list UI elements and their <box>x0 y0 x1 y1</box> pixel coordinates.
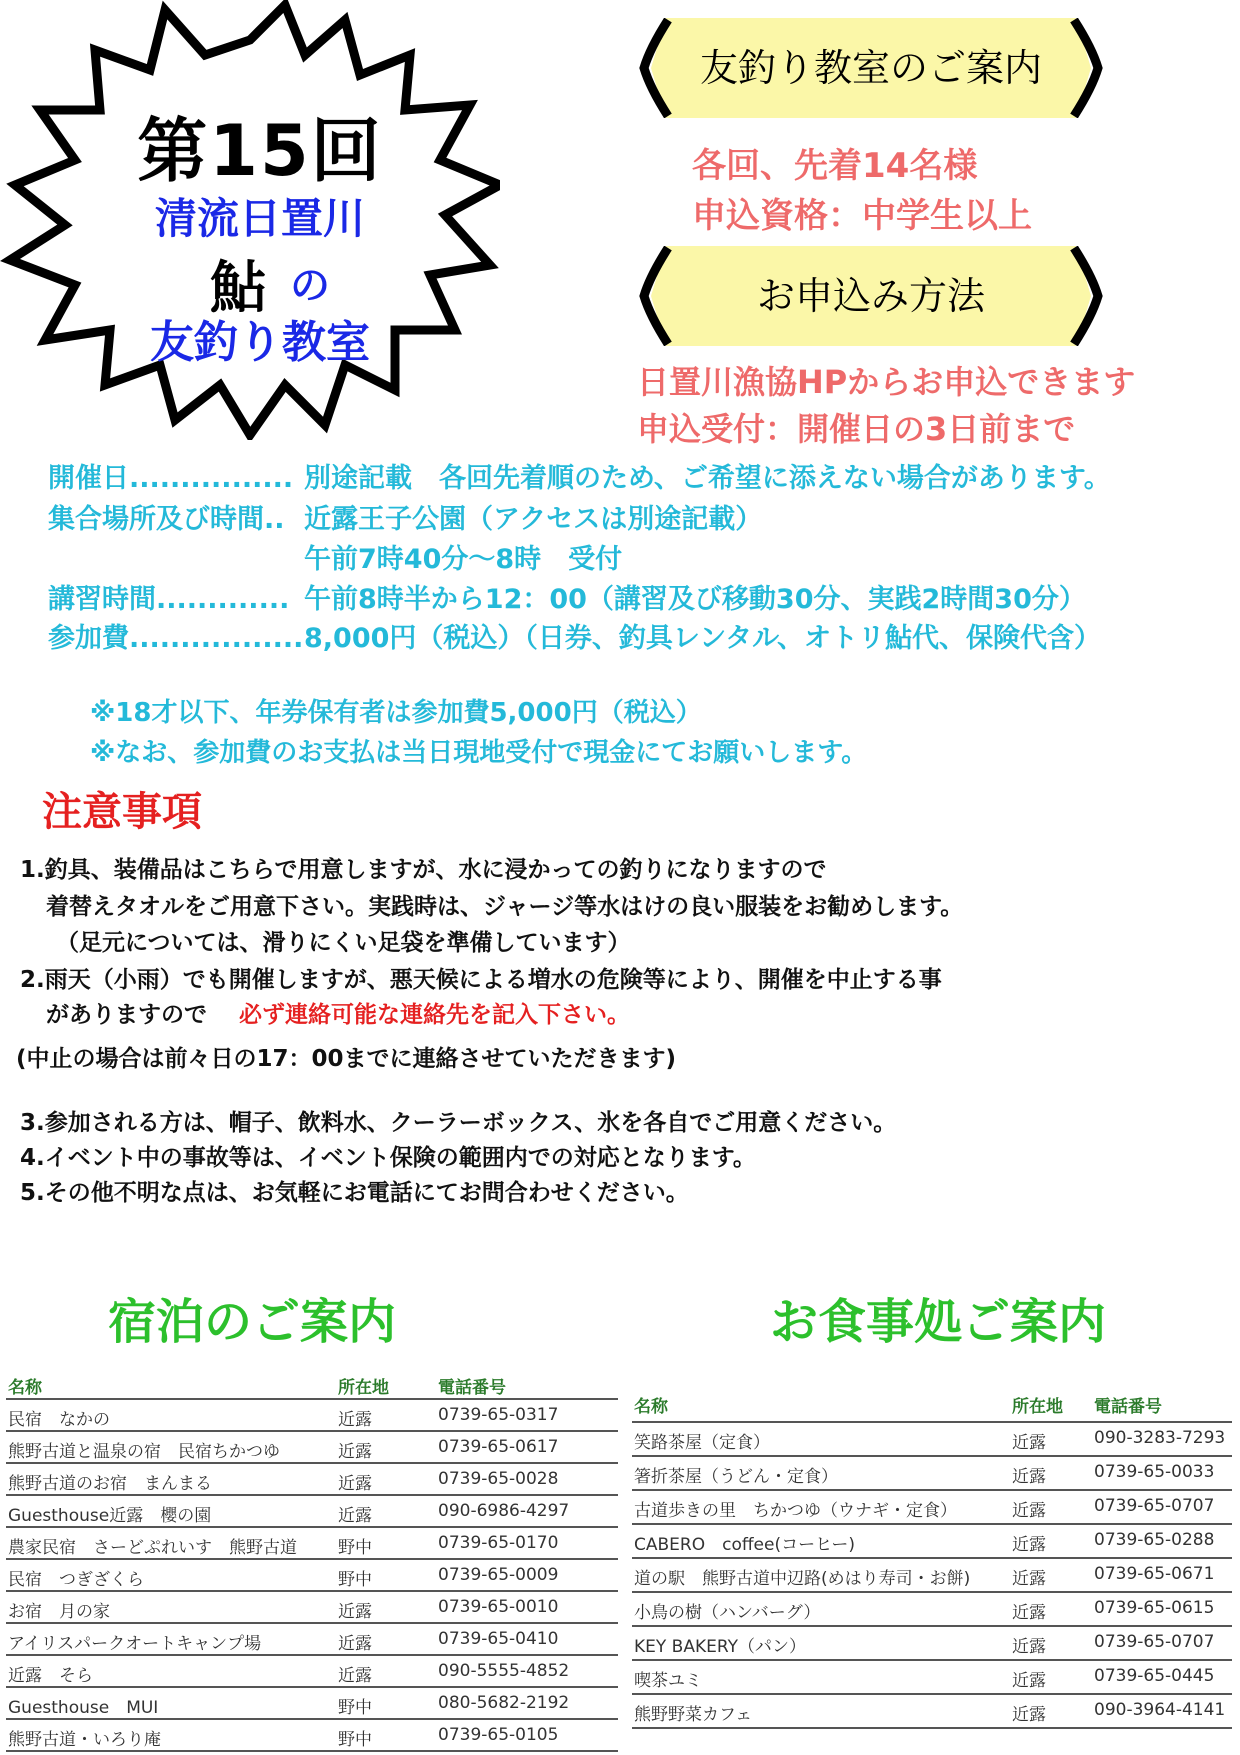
row-phone: 090-3964-4141 <box>1094 1700 1226 1720</box>
detail-row-reception <box>48 537 622 576</box>
table-row <box>632 1421 1232 1455</box>
table-row <box>632 1557 1232 1591</box>
badge-particle: の <box>290 263 330 309</box>
row-phone: 080-5682-2192 <box>438 1693 570 1713</box>
detail-value: 近露王子公園（アクセスは別途記載） <box>304 504 763 535</box>
table-row <box>6 1430 618 1462</box>
table-row <box>6 1398 618 1430</box>
apply-line-hp: 日置川漁協HPからお申込できます <box>637 363 1136 401</box>
row-location: 近露 <box>1012 1501 1046 1521</box>
table-row <box>632 1523 1232 1557</box>
caution-title: 注意事項 <box>42 789 202 835</box>
header-location: 所在地 <box>338 1378 389 1398</box>
row-name: 古道歩きの里 ちかつゆ（ウナギ・定食） <box>634 1501 957 1521</box>
row-phone: 0739-65-0105 <box>438 1725 559 1745</box>
row-name: CABERO coffee(コーヒー) <box>634 1535 856 1555</box>
row-phone: 0739-65-0707 <box>1094 1496 1215 1516</box>
detail-value: 8,000円（税込）（日券、釣具レンタル、オトリ鮎代、保険代含） <box>304 623 1101 654</box>
detail-label: 講習時間............. <box>48 584 290 615</box>
row-location: 近露 <box>338 1506 372 1526</box>
row-phone: 0739-65-0671 <box>1094 1564 1215 1584</box>
badge-ayu-kanji: 鮎 <box>210 255 266 321</box>
info-banner-label: 友釣り教室のご案内 <box>699 46 1042 90</box>
apply-banner-label: お申込み方法 <box>756 274 985 318</box>
row-location: 近露 <box>338 1602 372 1622</box>
caution-note-2b-text: がありますので <box>46 1002 207 1028</box>
row-phone: 0739-65-0707 <box>1094 1632 1215 1652</box>
detail-row-place <box>48 497 762 536</box>
caution-note-4: 4.イベント中の事故等は、イベント保険の範囲内での対応となります。 <box>20 1145 756 1171</box>
table-row <box>632 1659 1232 1693</box>
row-phone: 0739-65-0617 <box>438 1437 559 1457</box>
row-location: 近露 <box>1012 1603 1046 1623</box>
row-phone: 0739-65-0317 <box>438 1405 559 1425</box>
apply-line-deadline: 申込受付：開催日の3日前まで <box>637 410 1076 448</box>
table-row <box>632 1625 1232 1659</box>
row-location: 近露 <box>338 1474 372 1494</box>
dining-section-title: お食事処ご案内 <box>770 1294 1107 1350</box>
fee-note-payment: ※なお、参加費のお支払は当日現地受付で現金にてお願いします。 <box>90 738 868 768</box>
detail-label: 開催日................ <box>48 463 294 494</box>
row-location: 野中 <box>338 1698 372 1718</box>
row-name: 農家民宿 さーどぷれいす 熊野古道 <box>8 1538 297 1558</box>
row-name: アイリスパークオートキャンプ場 <box>8 1634 262 1654</box>
row-name: 熊野野菜カフェ <box>634 1705 753 1725</box>
table-row <box>6 1622 618 1654</box>
table-row <box>6 1590 618 1622</box>
table-header <box>632 1387 1232 1421</box>
detail-row-fee <box>48 616 1101 655</box>
row-phone: 0739-65-0033 <box>1094 1462 1215 1482</box>
row-phone: 090-6986-4297 <box>438 1501 570 1521</box>
row-name: 熊野古道のお宿 まんまる <box>8 1474 212 1494</box>
info-line-eligibility: 申込資格：中学生以上 <box>692 196 1032 236</box>
row-phone: 0739-65-0410 <box>438 1629 559 1649</box>
row-location: 近露 <box>338 1442 372 1462</box>
row-name: 民宿 なかの <box>8 1410 110 1430</box>
caution-cancellation-note: (中止の場合は前々日の17：00までに連絡させていただきます) <box>16 1046 677 1072</box>
header-name: 名称 <box>8 1378 42 1398</box>
row-location: 近露 <box>1012 1671 1046 1691</box>
row-name: KEY BAKERY（パン） <box>634 1637 806 1657</box>
row-location: 野中 <box>338 1538 372 1558</box>
row-phone: 0739-65-0170 <box>438 1533 559 1553</box>
header-phone: 電話番号 <box>438 1378 506 1398</box>
info-line-capacity: 各回、先着14名様 <box>692 146 978 186</box>
caution-note-2a: 2.雨天（小雨）でも開催しますが、悪天候による増水の危険等により、開催を中止する事 <box>20 967 942 993</box>
caution-note-1b: 着替えタオルをご用意下さい。実践時は、ジャージ等水はけの良い服装をお勧めします。 <box>46 894 964 920</box>
detail-value: 別途記載 各回先着順のため、ご希望に添えない場合があります。 <box>304 463 1111 494</box>
row-location: 近露 <box>1012 1569 1046 1589</box>
row-name: 民宿 つぎざくら <box>8 1570 144 1590</box>
table-row <box>6 1494 618 1526</box>
apply-banner <box>636 246 1106 346</box>
fee-note-discount: ※18才以下、年券保有者は参加費5,000円（税込） <box>90 698 702 728</box>
caution-note-5: 5.その他不明な点は、お気軽にお電話にてお問合わせください。 <box>20 1180 689 1206</box>
header-phone: 電話番号 <box>1094 1397 1162 1417</box>
row-phone: 0739-65-0009 <box>438 1565 559 1585</box>
row-name: Guesthouse近露 櫻の園 <box>8 1506 212 1526</box>
detail-row-date <box>48 456 1111 495</box>
row-name: 熊野古道と温泉の宿 民宿ちかつゆ <box>8 1442 280 1462</box>
caution-note-1a: 1.釣具、装備品はこちらで用意しますが、水に浸かっての釣りになりますので <box>20 857 827 883</box>
row-location: 近露 <box>338 1410 372 1430</box>
row-phone: 0739-65-0028 <box>438 1469 559 1489</box>
table-row <box>6 1462 618 1494</box>
row-location: 近露 <box>338 1666 372 1686</box>
row-phone: 0739-65-0615 <box>1094 1598 1215 1618</box>
table-row <box>6 1558 618 1590</box>
table-row <box>6 1654 618 1686</box>
row-phone: 090-5555-4852 <box>438 1661 570 1681</box>
lodging-table <box>6 1368 618 1752</box>
row-location: 近露 <box>1012 1637 1046 1657</box>
row-name: 笑路茶屋（定食） <box>634 1433 770 1453</box>
detail-value: 午前8時半から12：00（講習及び移動30分、実践2時間30分） <box>304 584 1086 615</box>
row-location: 近露 <box>1012 1433 1046 1453</box>
row-phone: 0739-65-0010 <box>438 1597 559 1617</box>
row-phone: 0739-65-0288 <box>1094 1530 1215 1550</box>
dining-table <box>632 1387 1232 1729</box>
badge-edition: 第15回 <box>137 110 383 192</box>
table-header <box>6 1368 618 1398</box>
row-location: 近露 <box>338 1634 372 1654</box>
table-row <box>632 1455 1232 1489</box>
caution-note-2b <box>46 996 630 1029</box>
row-name: 近露 そら <box>8 1666 93 1686</box>
caution-note-1c: （足元については、滑りにくい足袋を準備しています） <box>56 930 631 956</box>
table-row <box>6 1686 618 1718</box>
table-row <box>632 1591 1232 1625</box>
detail-label: 集合場所及び時間.. <box>48 504 285 535</box>
row-phone: 090-3283-7293 <box>1094 1428 1226 1448</box>
row-name: 喫茶ユミ <box>634 1671 702 1691</box>
row-phone: 0739-65-0445 <box>1094 1666 1215 1686</box>
badge-class-name: 友釣り教室 <box>150 317 370 368</box>
lodging-section-title: 宿泊のご案内 <box>108 1294 397 1350</box>
badge-river-name: 清流日置川 <box>154 194 365 243</box>
row-name: Guesthouse MUI <box>8 1698 159 1718</box>
row-location: 近露 <box>1012 1705 1046 1725</box>
info-banner <box>636 18 1106 118</box>
row-name: お宿 月の家 <box>8 1602 110 1622</box>
table-row <box>6 1718 618 1752</box>
row-name: 箸折茶屋（うどん・定食） <box>634 1467 838 1487</box>
detail-row-lesson-time <box>48 577 1086 616</box>
caution-note-3: 3.参加される方は、帽子、飲料水、クーラーボックス、氷を各自でご用意ください。 <box>20 1110 897 1136</box>
row-location: 野中 <box>338 1570 372 1590</box>
row-name: 道の駅 熊野古道中辺路(めはり寿司・お餅) <box>634 1569 971 1589</box>
detail-label: 参加費................. <box>48 623 304 654</box>
row-location: 近露 <box>1012 1467 1046 1487</box>
row-name: 熊野古道・いろり庵 <box>8 1730 161 1750</box>
detail-value: 午前7時40分～8時 受付 <box>304 544 623 575</box>
header-name: 名称 <box>634 1397 668 1417</box>
header-location: 所在地 <box>1012 1397 1063 1417</box>
table-row <box>632 1489 1232 1523</box>
table-row <box>632 1693 1232 1729</box>
table-row <box>6 1526 618 1558</box>
caution-contact-emphasis: 必ず連絡可能な連絡先を記入下さい。 <box>239 1002 631 1028</box>
row-location: 野中 <box>338 1730 372 1750</box>
row-name: 小鳥の樹（ハンバーグ） <box>634 1603 821 1623</box>
row-location: 近露 <box>1012 1535 1046 1555</box>
